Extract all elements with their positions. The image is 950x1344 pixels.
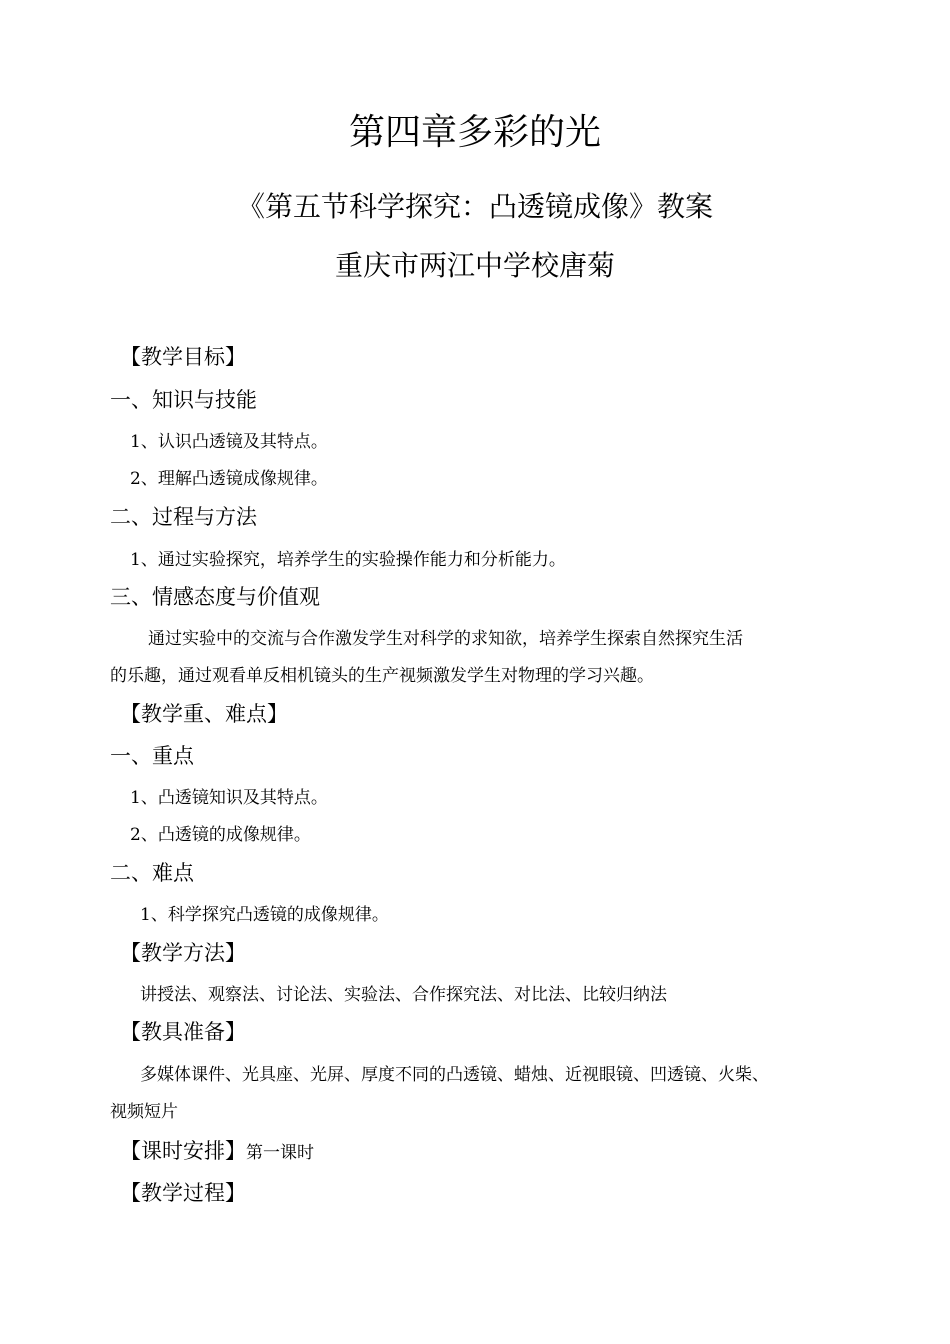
objectives-heading: 【教学目标】: [120, 345, 246, 369]
methods-text: 讲授法、观察法、讨论法、实验法、合作探究法、对比法、比较归纳法: [140, 985, 667, 1005]
key-focus-item-2: 2、凸透镜的成像规律。: [130, 825, 311, 845]
methods-heading: 【教学方法】: [120, 941, 246, 965]
process-method-heading: 二、过程与方法: [110, 505, 257, 529]
materials-text-line-1: 多媒体课件、光具座、光屏、厚度不同的凸透镜、蜡烛、近视眼镜、凹透镜、火柴、: [140, 1065, 769, 1085]
process-item-1: 1、通过实验探究，培养学生的实验操作能力和分析能力。: [130, 550, 566, 570]
knowledge-item-2: 2、理解凸透镜成像规律。: [130, 469, 328, 489]
schedule-value: 第一课时: [246, 1143, 314, 1163]
schedule-heading: 【课时安排】: [120, 1139, 246, 1163]
key-focus-item-1: 1、凸透镜知识及其特点。: [130, 788, 328, 808]
materials-heading: 【教具准备】: [120, 1020, 246, 1044]
materials-text-line-2: 视频短片: [110, 1102, 178, 1122]
attitude-paragraph-line-2: 的乐趣，通过观看单反相机镜头的生产视频激发学生对物理的学习兴趣。: [110, 666, 654, 686]
schedule-line: [120, 1141, 314, 1162]
document-author: 重庆市两江中学校唐菊: [334, 249, 615, 282]
document-title: 第四章多彩的光: [348, 112, 601, 153]
knowledge-skills-heading: 一、知识与技能: [110, 388, 257, 412]
knowledge-item-1: 1、认识凸透镜及其特点。: [130, 432, 328, 452]
key-focus-heading: 一、重点: [110, 744, 194, 768]
document-subtitle: 《第五节科学探究：凸透镜成像》教案: [236, 190, 713, 223]
key-points-heading: 【教学重、难点】: [120, 702, 288, 726]
difficulty-heading: 二、难点: [110, 861, 194, 885]
difficulty-item-1: 1、科学探究凸透镜的成像规律。: [140, 905, 389, 925]
teaching-process-heading: 【教学过程】: [120, 1181, 246, 1205]
attitude-values-heading: 三、情感态度与价值观: [110, 585, 320, 609]
attitude-paragraph-line-1: 通过实验中的交流与合作激发学生对科学的求知欲，培养学生探索自然探究生活: [148, 629, 743, 649]
